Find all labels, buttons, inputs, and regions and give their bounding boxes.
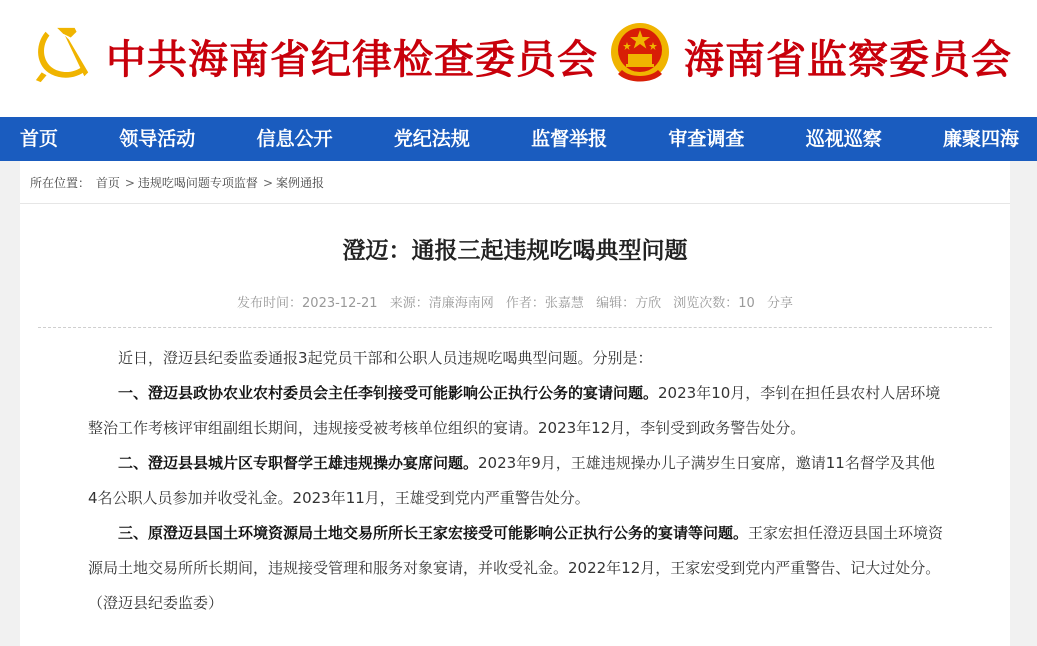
editor <box>596 296 661 311</box>
article-body <box>88 341 944 621</box>
publish-date-label: 发布时间： <box>237 296 303 311</box>
case-paragraph <box>88 516 944 621</box>
nav-item-inspection[interactable]: 巡视巡察 <box>805 128 882 150</box>
breadcrumb-prefix: 所在位置： <box>30 176 91 190</box>
article-intro: 近日，澄迈县纪委监委通报3起党员干部和公职人员违规吃喝典型问题。分别是： <box>118 349 653 367</box>
case-text: 2023年10月，李钊在担任县农村人居环境整治工作考核评审组副组长期间，违规接受被考核单位组织的宴请。2023年12月，李钊受到政务警告处分。 <box>88 384 941 437</box>
share-button[interactable]: 分享 <box>766 296 793 311</box>
breadcrumb-special-supervision-link[interactable]: 违规吃喝问题专项监督 <box>137 176 258 190</box>
nav-item-regulations[interactable]: 党纪法规 <box>393 128 470 150</box>
case-heading: 一、澄迈县政协农业农村委员会主任李钊接受可能影响公正执行公务的宴请问题。 <box>118 384 659 402</box>
source-label: 来源： <box>389 296 429 311</box>
article-panel <box>20 161 1010 646</box>
case-text: 王家宏担任澄迈县国土环境资源局土地交易所所长期间，违规接受管理和服务对象宴请，并收受礼金。2022年12月，王家宏受到党内严重警告、记大过处分。（澄迈县纪委监委） <box>88 524 944 612</box>
nav-item-investigation[interactable]: 审查调查 <box>668 128 745 150</box>
author-value: 张嘉慧 <box>544 296 584 311</box>
author-label: 作者： <box>505 296 545 311</box>
article-meta <box>20 295 1010 313</box>
breadcrumb-case-notice-link[interactable]: 案例通报 <box>276 176 325 190</box>
view-count <box>673 296 755 311</box>
breadcrumb-divider <box>20 203 1010 204</box>
hammer-sickle-icon <box>32 22 94 84</box>
case-paragraph <box>88 446 944 516</box>
publish-date <box>237 296 378 311</box>
supervision-committee-title: 海南省监察委员会 <box>684 37 1012 83</box>
source-value: 清廉海南网 <box>428 296 494 311</box>
nav-item-home[interactable]: 首页 <box>20 128 59 150</box>
national-emblem-icon <box>608 20 672 86</box>
author <box>506 296 584 311</box>
editor-value: 方欣 <box>635 296 662 311</box>
site-header <box>0 0 1037 117</box>
main-nav <box>0 117 1037 161</box>
editor-label: 编辑： <box>596 296 636 311</box>
meta-divider <box>38 327 992 328</box>
publish-date-value: 2023-12-21 <box>302 296 378 311</box>
breadcrumb-separator: > <box>124 176 135 190</box>
case-paragraph <box>88 376 944 446</box>
nav-item-lianjusihai[interactable]: 廉聚四海 <box>942 128 1019 150</box>
nav-item-disclosure[interactable]: 信息公开 <box>256 128 333 150</box>
view-count-label: 浏览次数： <box>673 296 739 311</box>
nav-item-report[interactable]: 监督举报 <box>531 128 608 150</box>
source <box>390 296 494 311</box>
case-heading: 三、原澄迈县国土环境资源局土地交易所所长王家宏接受可能影响公正执行公务的宴请等问题。 <box>118 524 749 542</box>
article-title: 澄迈：通报三起违规吃喝典型问题 <box>342 238 688 264</box>
case-heading: 二、澄迈县县城片区专职督学王雄违规操办宴席问题。 <box>118 454 479 472</box>
breadcrumb-separator: > <box>262 176 273 190</box>
nav-item-leadership[interactable]: 领导活动 <box>119 128 196 150</box>
breadcrumb-home-link[interactable]: 首页 <box>95 176 120 190</box>
view-count-value: 10 <box>738 296 755 311</box>
party-committee-title: 中共海南省纪律检查委员会 <box>106 37 598 83</box>
breadcrumb <box>30 175 326 191</box>
case-text: 2023年9月，王雄违规操办儿子满岁生日宴席，邀请11名督学及其他4名公职人员参加并收受礼金。2023年11月，王雄受到党内严重警告处分。 <box>88 454 935 507</box>
